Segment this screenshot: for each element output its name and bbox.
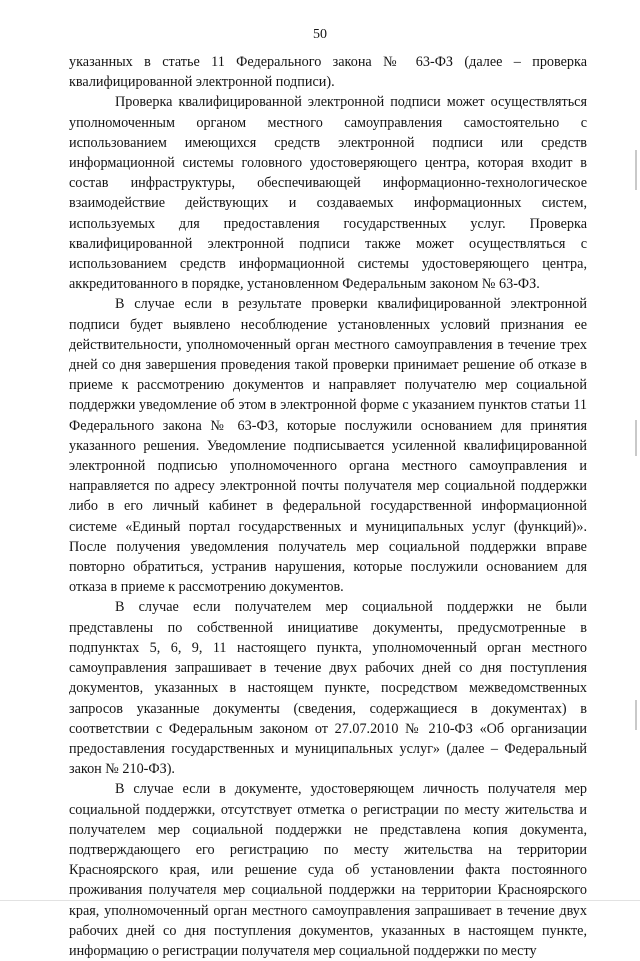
paragraph-continuation: указанных в статье 11 Федерального закона № 63-ФЗ (далее – проверка квалифицированной электронной подписи).	[69, 54, 587, 91]
scan-edge-mark	[635, 700, 637, 730]
paragraph-interagency-requests: В случае если получателем мер социальной поддержки не были представлены по собственной инициативе документы, предусмотренные в подпунктах 5, 6, 9, 11 настоящего пункта, уполномоченный орган местного самоуправления запрашивает в течение двух рабочих дней со дня поступления документов, указанных в настоящем пункте, посредством межведомственных запросов указанные документы (сведения, содержащиеся в документах) в соответствии с Федеральным законом от 27.07.2010 № 210-ФЗ «Об организации предоставления государственных и муниципальных услуг» (далее – Федеральный закон № 210-ФЗ).	[69, 599, 587, 778]
paragraph-residence-registration: В случае если в документе, удостоверяющем личность получателя мер социальной поддержки, отсутствует отметка о регистрации по месту жительства и получателем мер социальной поддержки не представлена копия документа, подтверждающего его регистрацию по месту жительства на территории Красноярского края, или решение суда об установлении факта постоянного проживания получателя мер социальной поддержки на территории Красноярского края, уполномоченный орган местного самоуправления запрашивает в течение двух рабочих дней со дня поступления документов, указанных в настоящем пункте, информацию о регистрации получателя мер социальной поддержки по месту	[69, 781, 587, 959]
scan-bottom-edge	[0, 900, 640, 901]
paragraph-verification-failure: В случае если в результате проверки квалифицированной электронной подписи будет выявлено несоблюдение установленных условий признания ее действительности, уполномоченный орган местного самоуправления в течение трех дней со дня завершения проведения такой проверки принимает решение об отказе в приеме к рассмотрению документов и направляет получателю мер социальной поддержки уведомление об этом в электронной форме с указанием пунктов статьи 11 Федерального закона № 63-ФЗ, которые послужили основанием для принятия указанного решения. Уведомление подписывается усиленной квалифицированной электронной подписью уполномоченного органа местного самоуправления и направляется по адресу электронной почты получателя мер социальной поддержки либо в его личный кабинет в федеральной государственной информационной системе «Единый портал государственных и муниципальных услуг (функций)». После получения уведомления получатель мер социальной поддержки вправе повторно обратиться, устранив нарушения, которые послужили основанием для отказа в приеме к рассмотрению документов.	[69, 296, 587, 596]
scan-edge-mark	[635, 420, 637, 456]
page-number: 50	[313, 27, 327, 42]
scan-edge-mark	[635, 150, 637, 190]
document-body	[69, 52, 587, 961]
paragraph-signature-verification: Проверка квалифицированной электронной подписи может осуществляться уполномоченным органом местного самоуправления самостоятельно с использованием имеющихся средств электронной подписи или средств информационной системы головного удостоверяющего центра, которая входит в состав инфраструктуры, обеспечивающей информационно-технологическое взаимодействие действующих и создаваемых информационных систем, используемых для предоставления государственных услуг. Проверка квалифицированной электронной подписи также может осуществляться с использованием средств информационной системы удостоверяющего центра, аккредитованного в порядке, установленном Федеральным законом № 63-ФЗ.	[69, 94, 587, 293]
